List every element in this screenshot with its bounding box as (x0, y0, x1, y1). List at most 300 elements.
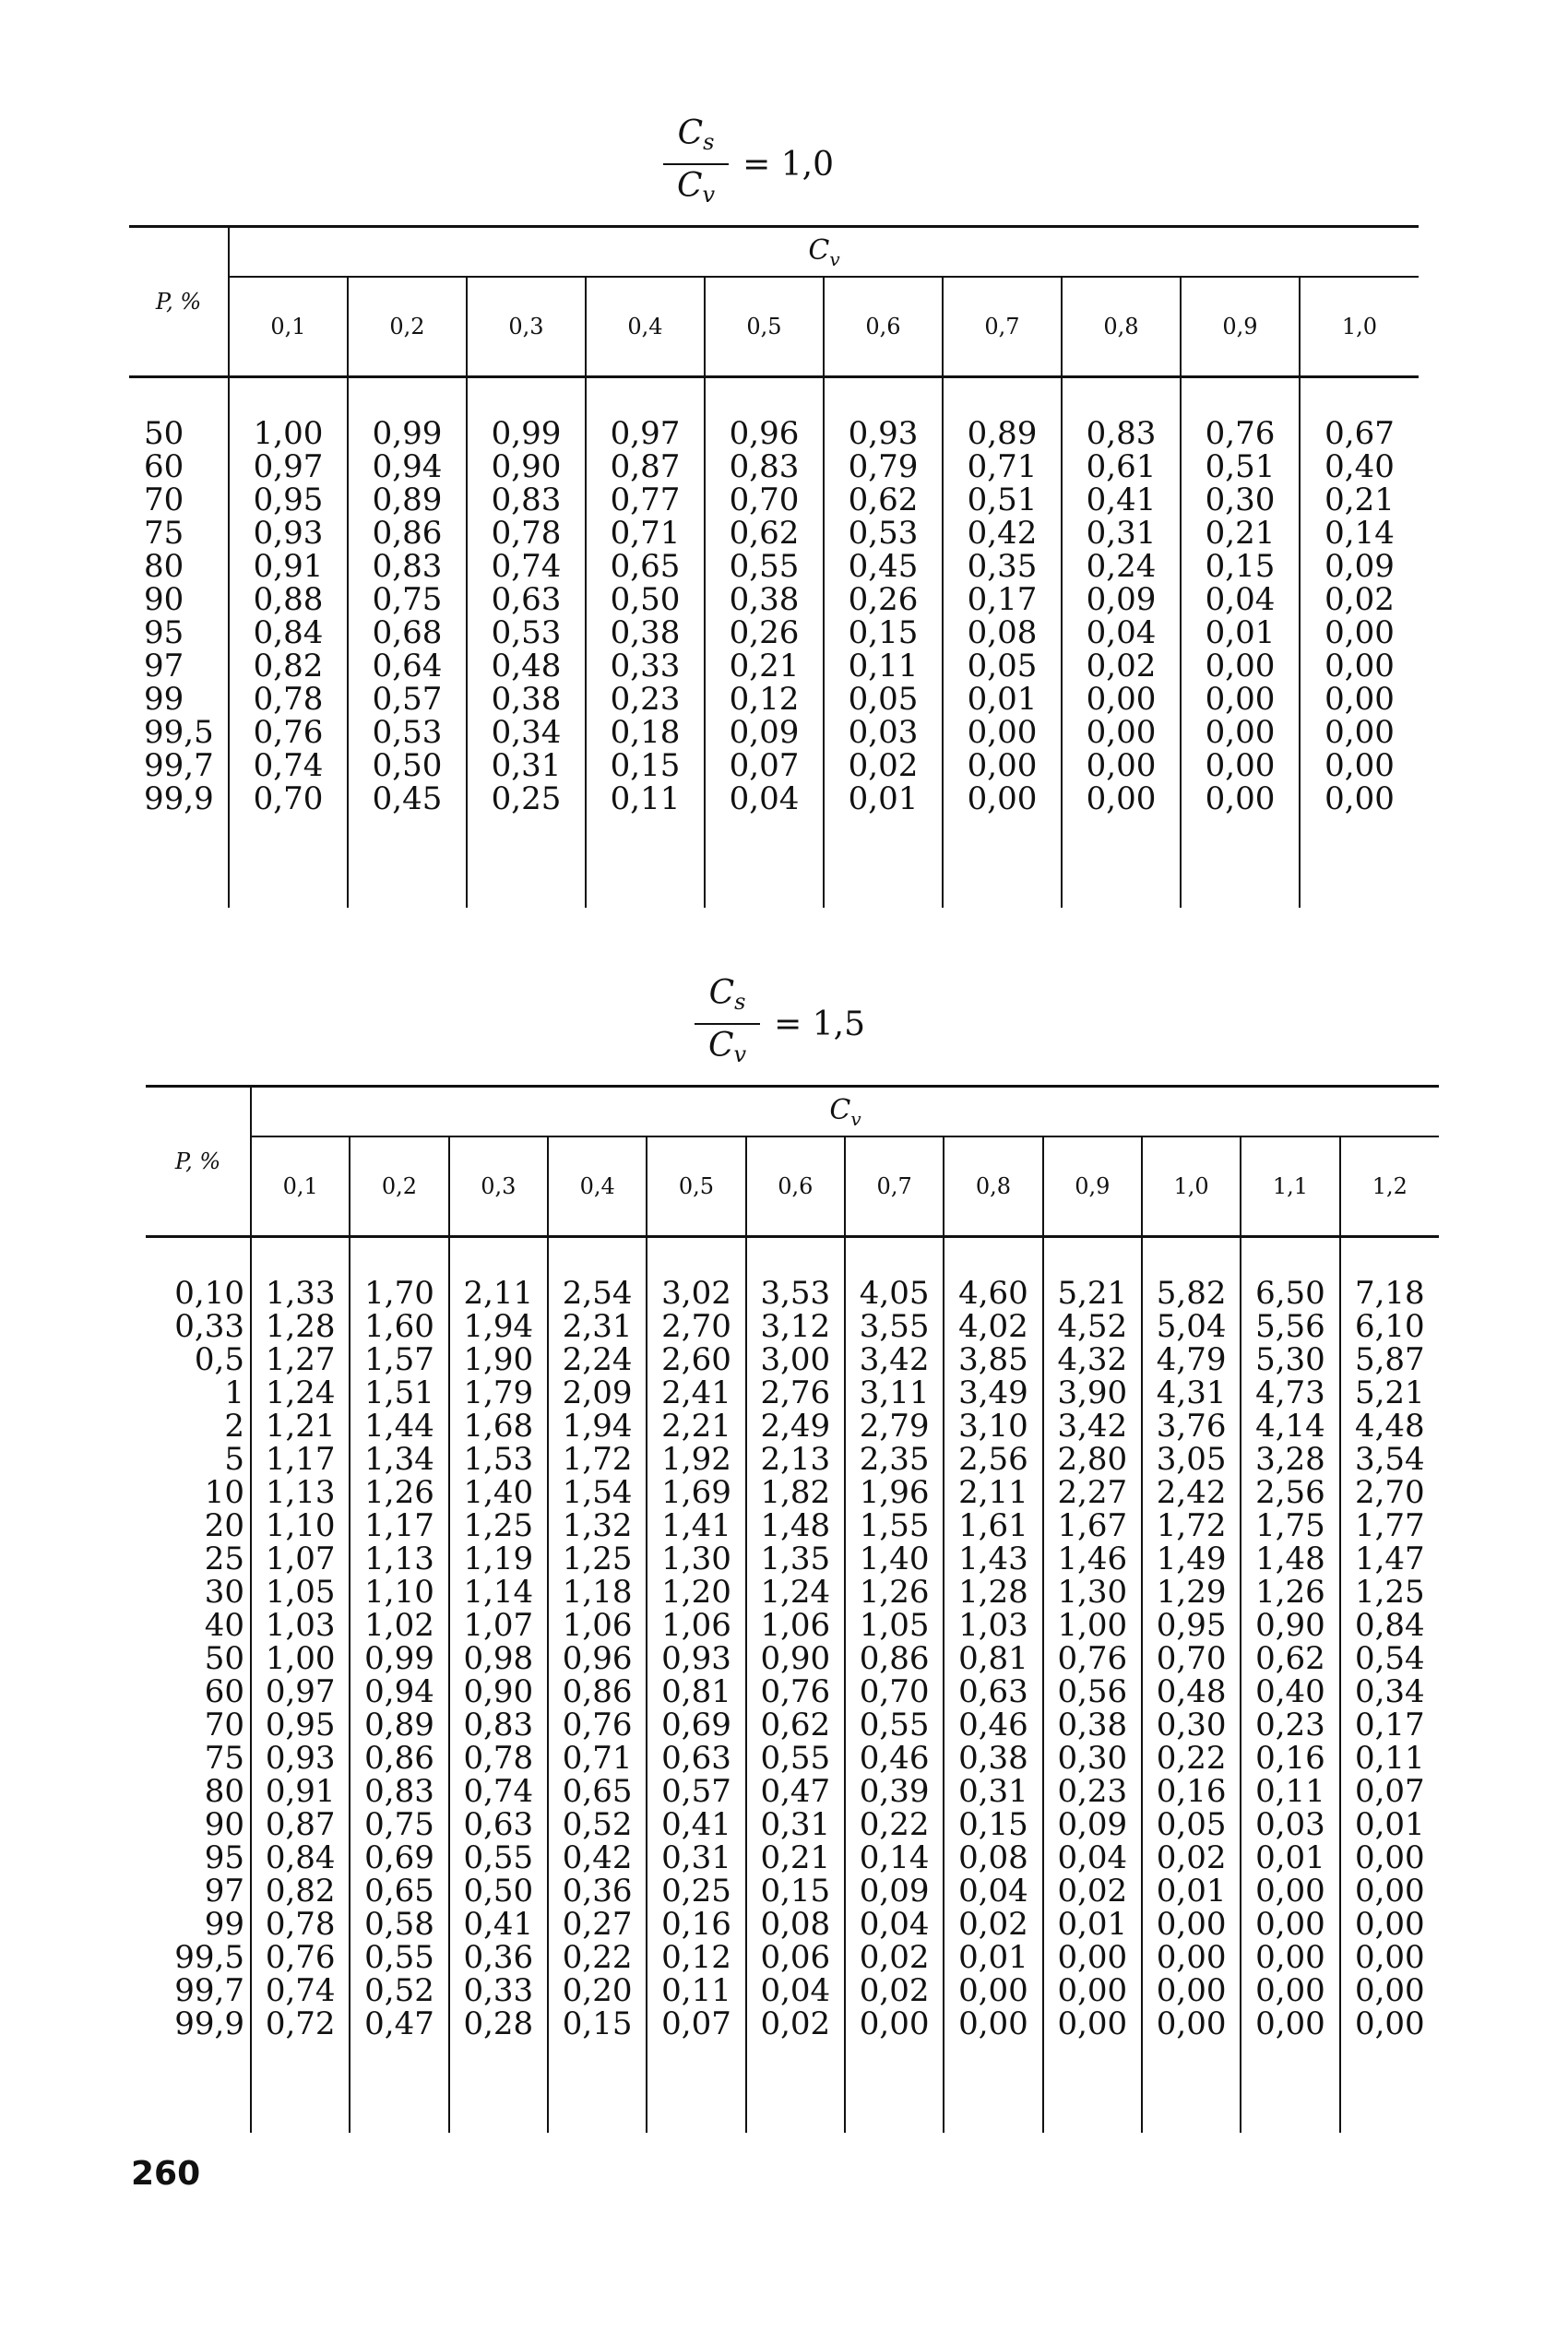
value-cell: 0,81 (944, 1642, 1042, 1675)
value-cell: 2,80 (1043, 1443, 1142, 1476)
value-cell: 0,00 (1324, 714, 1395, 751)
value-cell: 2,54 (548, 1237, 647, 1311)
table-row (146, 1443, 1439, 1476)
value-cell: 0,00 (1324, 747, 1395, 784)
value-cell: 1,00 (229, 377, 348, 451)
value-cell: 0,62 (746, 1708, 845, 1742)
value-cell: 0,97 (586, 377, 705, 451)
value-cell: 0,65 (586, 550, 705, 583)
value-cell: 0,00 (1354, 1839, 1425, 1876)
value-cell: 1,21 (251, 1410, 350, 1443)
value-cell: 0,77 (586, 483, 705, 517)
value-cell: 0,86 (350, 1742, 448, 1775)
value-cell: 2,11 (449, 1237, 548, 1311)
value-cell: 0,90 (467, 450, 586, 483)
value-cell: 0,97 (251, 1675, 350, 1708)
probability-cell: 60 (146, 1675, 251, 1708)
value-cell: 0,65 (548, 1775, 647, 1808)
value-cell: 2,60 (647, 1343, 745, 1376)
value-cell: 3,49 (944, 1376, 1042, 1410)
value-cell: 0,55 (350, 1941, 448, 1974)
table-cs-cv-1-5 (146, 1085, 1439, 2133)
value-cell: 1,40 (845, 1542, 944, 1576)
table-row (146, 1874, 1439, 1908)
value-cell: 0,00 (1324, 681, 1395, 718)
value-cell: 0,83 (467, 483, 586, 517)
value-cell: 1,68 (449, 1410, 548, 1443)
value-cell: 0,09 (845, 1874, 944, 1908)
table-row (146, 1237, 1439, 1311)
value-cell: 0,95 (251, 1708, 350, 1742)
table-row (146, 1974, 1439, 2007)
value-cell: 1,94 (548, 1410, 647, 1443)
cv-column-header: 0,4 (548, 1136, 647, 1237)
value-cell: 0,23 (1043, 1775, 1142, 1808)
value-cell: 0,25 (647, 1874, 745, 1908)
value-cell: 1,00 (1043, 1609, 1142, 1642)
value-cell: 1,03 (944, 1609, 1042, 1642)
value-cell: 0,11 (824, 649, 943, 683)
cv-column-header: 1,1 (1241, 1136, 1339, 1237)
value-cell: 0,00 (1181, 683, 1300, 716)
value-cell: 3,10 (944, 1410, 1042, 1443)
value-cell: 0,31 (746, 1808, 845, 1841)
probability-cell: 75 (129, 517, 229, 550)
value-cell: 1,13 (251, 1476, 350, 1509)
table-row (146, 1310, 1439, 1343)
value-cell: 0,18 (586, 716, 705, 749)
value-cell: 0,47 (350, 2007, 448, 2040)
value-cell: 1,29 (1142, 1576, 1241, 1609)
value-cell: 0,91 (229, 550, 348, 583)
value-cell: 0,70 (1142, 1642, 1241, 1675)
table-row (146, 1708, 1439, 1742)
value-cell: 0,38 (1043, 1708, 1142, 1742)
value-cell: 0,62 (705, 517, 824, 550)
value-cell: 0,02 (1324, 581, 1395, 618)
value-cell: 0,09 (705, 716, 824, 749)
value-cell: 0,71 (586, 517, 705, 550)
value-cell: 0,99 (348, 377, 467, 451)
value-cell: 0,00 (845, 2007, 944, 2040)
value-cell: 1,44 (350, 1410, 448, 1443)
value-cell: 0,15 (746, 1874, 845, 1908)
value-cell: 0,02 (746, 2007, 845, 2040)
value-cell: 0,23 (586, 683, 705, 716)
value-cell: 0,81 (647, 1675, 745, 1708)
value-cell: 0,84 (251, 1841, 350, 1874)
data-table (129, 225, 1419, 908)
value-cell: 0,63 (449, 1808, 548, 1841)
value-cell: 0,74 (449, 1775, 548, 1808)
value-cell: 1,49 (1142, 1542, 1241, 1576)
cv-column-header: 0,7 (943, 277, 1062, 377)
value-cell: 1,48 (1241, 1542, 1339, 1576)
value-cell: 0,70 (705, 483, 824, 517)
ratio-fraction (662, 113, 730, 216)
cv-column-header: 0,7 (845, 1136, 944, 1237)
value-cell: 0,55 (746, 1742, 845, 1775)
value-cell: 0,00 (1324, 614, 1395, 651)
value-cell: 1,26 (1241, 1576, 1339, 1609)
value-cell: 0,00 (1062, 716, 1181, 749)
value-cell: 0,11 (647, 1974, 745, 2007)
probability-cell: 50 (146, 1642, 251, 1675)
value-cell: 0,39 (845, 1775, 944, 1808)
value-cell: 0,38 (944, 1742, 1042, 1775)
value-cell: 0,15 (1181, 550, 1300, 583)
value-cell: 0,20 (548, 1974, 647, 2007)
value-cell: 0,17 (943, 583, 1062, 616)
value-cell: 0,30 (1142, 1708, 1241, 1742)
value-cell: 3,05 (1142, 1443, 1241, 1476)
value-cell: 0,89 (943, 377, 1062, 451)
value-cell: 0,23 (1241, 1708, 1339, 1742)
value-cell: 0,00 (1241, 1941, 1339, 1974)
value-cell: 1,26 (845, 1576, 944, 1609)
value-cell: 0,95 (229, 483, 348, 517)
value-cell: 0,04 (1181, 583, 1300, 616)
probability-cell: 80 (146, 1775, 251, 1808)
value-cell: 0,83 (1062, 377, 1181, 451)
value-cell: 2,11 (944, 1476, 1042, 1509)
value-cell: 2,13 (746, 1443, 845, 1476)
value-cell: 0,50 (586, 583, 705, 616)
value-cell: 0,47 (746, 1775, 845, 1808)
value-cell: 0,22 (548, 1941, 647, 1974)
table-row (129, 782, 1419, 815)
value-cell: 0,05 (943, 649, 1062, 683)
table-row (146, 1509, 1439, 1542)
value-cell: 1,25 (548, 1542, 647, 1576)
value-cell: 1,30 (647, 1542, 745, 1576)
value-cell: 1,70 (350, 1237, 448, 1311)
value-cell: 1,35 (746, 1542, 845, 1576)
probability-cell: 70 (146, 1708, 251, 1742)
value-cell: 0,00 (1043, 1941, 1142, 1974)
cv-column-header: 0,8 (944, 1136, 1042, 1237)
value-cell: 0,00 (1241, 2007, 1339, 2040)
value-cell: 0,09 (1062, 583, 1181, 616)
probability-cell: 30 (146, 1576, 251, 1609)
value-cell: 1,61 (944, 1509, 1042, 1542)
value-cell: 0,99 (350, 1642, 448, 1675)
table-row (129, 483, 1419, 517)
table-row (129, 649, 1419, 683)
value-cell: 0,01 (1181, 616, 1300, 649)
value-cell: 0,93 (251, 1742, 350, 1775)
value-cell: 1,18 (548, 1576, 647, 1609)
value-cell: 2,27 (1043, 1476, 1142, 1509)
value-cell: 0,82 (251, 1874, 350, 1908)
value-cell: 0,78 (229, 683, 348, 716)
value-cell: 2,35 (845, 1443, 944, 1476)
table-row (146, 1941, 1439, 1974)
value-cell: 0,01 (824, 782, 943, 815)
probability-cell: 70 (129, 483, 229, 517)
ratio-value: = 1,5 (774, 1005, 865, 1043)
value-cell: 0,03 (824, 716, 943, 749)
cv-column-header: 0,1 (229, 277, 348, 377)
cv-header: $C_v$ (229, 227, 1419, 278)
probability-cell: 5 (146, 1443, 251, 1476)
value-cell: 0,22 (845, 1808, 944, 1841)
value-cell: 4,05 (845, 1237, 944, 1311)
value-cell: 2,41 (647, 1376, 745, 1410)
cv-column-header: 0,6 (824, 277, 943, 377)
value-cell: 4,02 (944, 1310, 1042, 1343)
value-cell: 0,76 (229, 716, 348, 749)
value-cell: 1,26 (350, 1476, 448, 1509)
value-cell: 3,90 (1043, 1376, 1142, 1410)
value-cell: 0,55 (449, 1841, 548, 1874)
value-cell: 0,38 (705, 583, 824, 616)
value-cell: 0,08 (943, 616, 1062, 649)
value-cell: 1,69 (647, 1476, 745, 1509)
value-cell: 0,46 (944, 1708, 1042, 1742)
value-cell: 1,28 (251, 1310, 350, 1343)
value-cell: 0,89 (348, 483, 467, 517)
value-cell: 1,24 (251, 1376, 350, 1410)
value-cell: 0,53 (467, 616, 586, 649)
value-cell: 0,51 (1181, 450, 1300, 483)
value-cell: 1,06 (647, 1609, 745, 1642)
value-cell: 1,57 (350, 1343, 448, 1376)
value-cell: 3,53 (746, 1237, 845, 1311)
value-cell: 0,95 (1142, 1609, 1241, 1642)
value-cell: 0,70 (229, 782, 348, 815)
value-cell: 0,00 (1142, 1908, 1241, 1941)
value-cell: 2,31 (548, 1310, 647, 1343)
value-cell: 0,96 (548, 1642, 647, 1675)
value-cell: 0,00 (944, 2007, 1042, 2040)
value-cell: 0,08 (944, 1841, 1042, 1874)
value-cell: 1,17 (251, 1443, 350, 1476)
value-cell: 1,60 (350, 1310, 448, 1343)
value-cell: 0,25 (467, 782, 586, 815)
table-row (146, 1376, 1439, 1410)
value-cell: 0,01 (1043, 1908, 1142, 1941)
value-cell: 0,76 (548, 1708, 647, 1742)
value-cell: 7,18 (1354, 1275, 1425, 1312)
value-cell: 0,02 (1142, 1841, 1241, 1874)
cv-column-header: 0,2 (348, 277, 467, 377)
value-cell: 0,41 (1062, 483, 1181, 517)
value-cell: 0,31 (467, 749, 586, 782)
value-cell: 0,00 (1354, 1939, 1425, 1976)
value-cell: 2,70 (647, 1310, 745, 1343)
page-number: 260 (131, 2155, 201, 2193)
value-cell: 0,00 (1142, 1941, 1241, 1974)
value-cell: 0,27 (548, 1908, 647, 1941)
probability-cell: 99,9 (129, 782, 229, 815)
value-cell: 3,42 (1043, 1410, 1142, 1443)
table-row (146, 1808, 1439, 1841)
value-cell: 0,22 (1142, 1742, 1241, 1775)
value-cell: 0,00 (943, 716, 1062, 749)
value-cell: 4,60 (944, 1237, 1042, 1311)
value-cell: 0,90 (1241, 1609, 1339, 1642)
cv-column-header: 0,9 (1043, 1136, 1142, 1237)
value-cell: 1,25 (449, 1509, 548, 1542)
probability-cell: 99,9 (146, 2007, 251, 2040)
value-cell: 1,77 (1354, 1507, 1425, 1544)
value-cell: 1,19 (449, 1542, 548, 1576)
table-row (146, 1576, 1439, 1609)
value-cell: 0,11 (1241, 1775, 1339, 1808)
value-cell: 0,21 (705, 649, 824, 683)
table-cs-cv-1-0 (129, 225, 1419, 908)
value-cell: 0,21 (1181, 517, 1300, 550)
value-cell: 0,70 (845, 1675, 944, 1708)
value-cell: 0,15 (824, 616, 943, 649)
value-cell: 0,61 (1062, 450, 1181, 483)
value-cell: 0,74 (251, 1974, 350, 2007)
value-cell: 0,54 (1354, 1640, 1425, 1677)
value-cell: 0,34 (467, 716, 586, 749)
probability-cell: 10 (146, 1476, 251, 1509)
probability-cell: 95 (129, 616, 229, 649)
value-cell: 0,86 (845, 1642, 944, 1675)
table-row (129, 683, 1419, 716)
value-cell: 0,33 (586, 649, 705, 683)
value-cell: 0,00 (1062, 749, 1181, 782)
probability-cell: 99,5 (129, 716, 229, 749)
value-cell: 0,96 (705, 377, 824, 451)
value-cell: 0,58 (350, 1908, 448, 1941)
value-cell: 1,55 (845, 1509, 944, 1542)
value-cell: 0,45 (348, 782, 467, 815)
value-cell: 0,55 (705, 550, 824, 583)
value-cell: 0,15 (944, 1808, 1042, 1841)
value-cell: 0,08 (746, 1908, 845, 1941)
value-cell: 0,87 (586, 450, 705, 483)
value-cell: 1,14 (449, 1576, 548, 1609)
value-cell: 0,09 (1324, 548, 1395, 585)
table-row (146, 1742, 1439, 1775)
value-cell: 2,76 (746, 1376, 845, 1410)
table-row (146, 1343, 1439, 1376)
value-cell: 0,41 (449, 1908, 548, 1941)
value-cell: 0,00 (1354, 2005, 1425, 2042)
value-cell: 0,12 (705, 683, 824, 716)
value-cell: 0,00 (1142, 2007, 1241, 2040)
cv-column-header: 0,5 (705, 277, 824, 377)
value-cell: 0,42 (943, 517, 1062, 550)
value-cell: 0,69 (647, 1708, 745, 1742)
table-row (146, 1841, 1439, 1874)
value-cell: 0,89 (350, 1708, 448, 1742)
probability-cell: 99,7 (146, 1974, 251, 2007)
value-cell: 6,50 (1241, 1237, 1339, 1311)
value-cell: 2,56 (1241, 1476, 1339, 1509)
value-cell: 1,06 (548, 1609, 647, 1642)
value-cell: 0,30 (1181, 483, 1300, 517)
value-cell: 0,84 (1354, 1607, 1425, 1644)
value-cell: 0,36 (449, 1941, 548, 1974)
value-cell: 0,88 (229, 583, 348, 616)
probability-cell: 97 (146, 1874, 251, 1908)
value-cell: 2,09 (548, 1376, 647, 1410)
value-cell: 4,14 (1241, 1410, 1339, 1443)
table-row (146, 1476, 1439, 1509)
value-cell: 1,30 (1043, 1576, 1142, 1609)
value-cell: 0,21 (746, 1841, 845, 1874)
value-cell: 0,17 (1354, 1707, 1425, 1743)
probability-cell: 99,7 (129, 749, 229, 782)
value-cell: 0,31 (647, 1841, 745, 1874)
value-cell: 1,43 (944, 1542, 1042, 1576)
value-cell: 0,93 (647, 1642, 745, 1675)
value-cell: 0,74 (467, 550, 586, 583)
value-cell: 1,51 (350, 1376, 448, 1410)
value-cell: 0,26 (705, 616, 824, 649)
probability-cell: 0,5 (146, 1343, 251, 1376)
value-cell: 0,07 (1354, 1773, 1425, 1810)
value-cell: 1,46 (1043, 1542, 1142, 1576)
value-cell: 0,01 (944, 1941, 1042, 1974)
value-cell: 0,63 (467, 583, 586, 616)
cv-column-header: 0,3 (449, 1136, 548, 1237)
value-cell: 0,57 (647, 1775, 745, 1808)
value-cell: 3,12 (746, 1310, 845, 1343)
value-cell: 0,72 (251, 2007, 350, 2040)
value-cell: 0,36 (548, 1874, 647, 1908)
cv-column-header: 0,4 (586, 277, 705, 377)
value-cell: 0,38 (586, 616, 705, 649)
value-cell: 0,02 (845, 1941, 944, 1974)
table-row (146, 1642, 1439, 1675)
ratio-formula-1 (662, 113, 834, 216)
value-cell: 0,71 (548, 1742, 647, 1775)
fraction-numerator: $C_s$ (663, 113, 730, 165)
value-cell: 2,24 (548, 1343, 647, 1376)
value-cell: 2,70 (1354, 1474, 1425, 1511)
table-row (146, 1675, 1439, 1708)
value-cell: 0,50 (449, 1874, 548, 1908)
probability-cell: 99,5 (146, 1941, 251, 1974)
value-cell: 0,00 (1181, 749, 1300, 782)
probability-cell: 90 (129, 583, 229, 616)
value-cell: 1,02 (350, 1609, 448, 1642)
value-cell: 1,67 (1043, 1509, 1142, 1542)
value-cell: 0,00 (1354, 1972, 1425, 2009)
value-cell: 0,04 (705, 782, 824, 815)
value-cell: 5,87 (1354, 1341, 1425, 1378)
probability-cell: 90 (146, 1808, 251, 1841)
cv-column-header: 0,1 (251, 1136, 350, 1237)
value-cell: 0,99 (467, 377, 586, 451)
value-cell: 0,75 (350, 1808, 448, 1841)
value-cell: 0,02 (845, 1974, 944, 2007)
value-cell: 0,15 (586, 749, 705, 782)
probability-cell: 50 (129, 377, 229, 451)
value-cell: 1,06 (746, 1609, 845, 1642)
value-cell: 0,14 (1324, 515, 1395, 552)
value-cell: 0,00 (1324, 648, 1395, 684)
value-cell: 1,10 (251, 1509, 350, 1542)
value-cell: 0,00 (1324, 780, 1395, 817)
value-cell: 0,00 (1241, 1874, 1339, 1908)
probability-cell: 99 (129, 683, 229, 716)
value-cell: 0,01 (1142, 1874, 1241, 1908)
table-row (129, 450, 1419, 483)
ratio-value: = 1,0 (742, 145, 834, 184)
value-cell: 5,30 (1241, 1343, 1339, 1376)
cv-column-header: 0,6 (746, 1136, 845, 1237)
value-cell: 0,33 (449, 1974, 548, 2007)
value-cell: 1,13 (350, 1542, 448, 1576)
